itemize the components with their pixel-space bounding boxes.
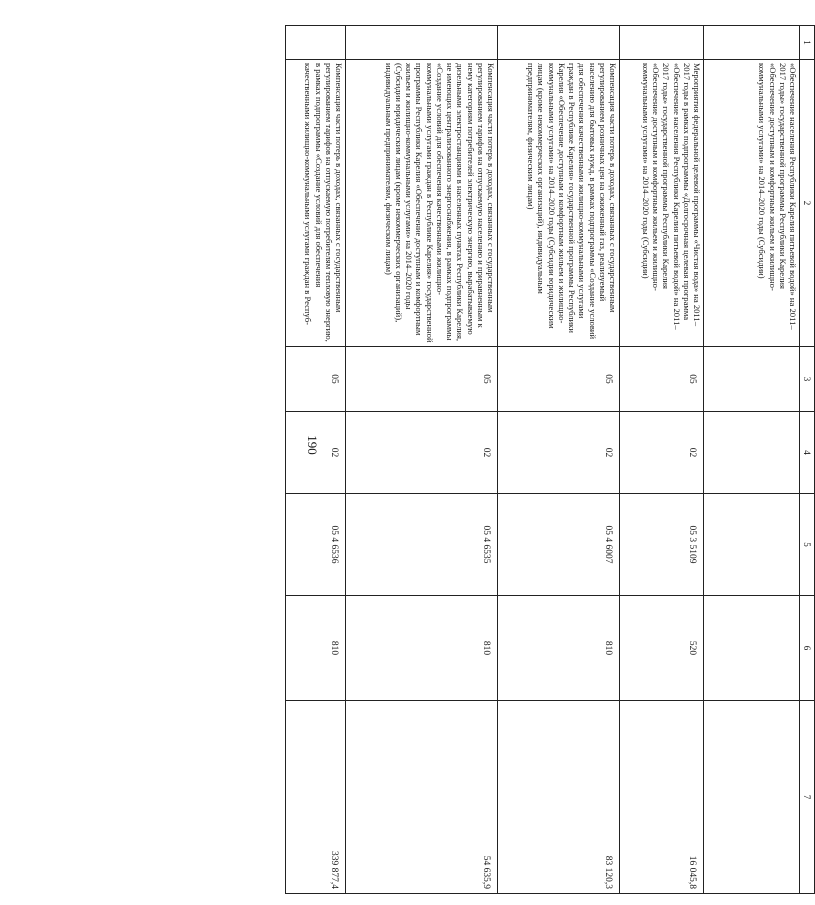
description-cell: «Обеспечение населения Республики Карелия питьевой водой» на 2011–2017 годы» государственной программы Республики Карелия «Обеспечение доступным и комфортным жильем и жилищно-коммунальными услугами» на 2014–2020 годы (Субсидии) — [704, 60, 800, 347]
section-cell: 05 — [346, 347, 498, 412]
description-cell: Компенсация части потерь в доходах, связанных с государственным регулированием розничных цен на сжиженный газ, реализуемый населению для бытовых нужд, в рамках подпрограммы «Создание условий для обеспечения качественными жилищно-коммунальными услугами граждан в Республике Карелия» государственной программы Республики Карелия «Обеспечение доступным и комфортным жильем и жилищно-коммунальными услугами» на 2014–2020 годы (Субсидии юридическим лицам (кроме некоммерческих организаций), индивидуальным предпринимателям, физическим лицам) — [498, 60, 620, 347]
description-cell: Компенсация части потерь в доходах, связанных с государственным регулированием тарифов на отпускаемую населению и приравненным к нему категориям потребителей электрическую энергию, вырабатываемую дизельными электростанциями в населенных пунктах Республики Карелия, не имеющих централизованного энергоснабжения, в рамках подпрограммы «Создание условий для обеспечения качественными жилищно-коммунальными услугами граждан в Республике Карелия» государственной программы Республики Карелия «Обеспечение доступным и комфортным жильем и жилищно-коммунальными услугами» на 2014–2020 годы (Субсидии юридическим лицам (кроме некоммерческих организаций), индивидуальным предпринимателям, физическим лицам) — [346, 60, 498, 347]
row-number-cell — [346, 26, 498, 60]
expense-type-cell — [704, 596, 800, 701]
header-col-7: 7 — [800, 701, 815, 894]
section-cell: 05 — [498, 347, 620, 412]
header-col-1: 1 — [800, 26, 815, 60]
header-col-6: 6 — [800, 596, 815, 701]
table-row — [620, 26, 704, 894]
expense-type-cell: 520 — [620, 596, 704, 701]
table-row — [286, 26, 346, 894]
page-number: 190 — [305, 435, 320, 455]
amount-cell: 54 635,9 — [346, 701, 498, 894]
section-cell — [704, 347, 800, 412]
row-number-cell — [286, 26, 346, 60]
table-row — [346, 26, 498, 894]
description-cell: Мероприятия федеральной целевой программы «Чистая вода» на 2011–2017 годы в рамках подпрограммы «Долгосрочная целевая программа «Обеспечение населения Республики Карелия питьевой водой» на 2011–2017 годы» государственной программы Республики Карелия «Обеспечение доступным и комфортным жильем и жилищно-коммунальными услугами» на 2014–2020 годы (Субсидии) — [620, 60, 704, 347]
subsection-cell: 02 — [286, 412, 346, 494]
target-article-cell: 05 4 6535 — [346, 494, 498, 596]
expense-type-cell: 810 — [286, 596, 346, 701]
row-number-cell — [704, 26, 800, 60]
table-row — [704, 26, 800, 894]
description-cell: Компенсация части потерь в доходах, связанных с государственным регулированием тарифов на отпускаемую потребителям тепловую энергию, в рамках подпрограммы «Создание условий для обеспечения качественными жилищно-коммунальными услугами граждан в Респуб- — [286, 60, 346, 347]
subsection-cell — [704, 412, 800, 494]
header-col-5: 5 — [800, 494, 815, 596]
amount-cell — [704, 701, 800, 894]
header-row — [800, 26, 815, 894]
target-article-cell: 05 3 5109 — [620, 494, 704, 596]
target-article-cell — [704, 494, 800, 596]
header-col-3: 3 — [800, 347, 815, 412]
target-article-cell: 05 4 6536 — [286, 494, 346, 596]
section-cell: 05 — [620, 347, 704, 412]
table-row — [498, 26, 620, 894]
amount-cell: 16 045,8 — [620, 701, 704, 894]
amount-cell: 83 120,3 — [498, 701, 620, 894]
rotated-table-wrapper — [285, 25, 815, 893]
section-cell: 05 — [286, 347, 346, 412]
target-article-cell: 05 4 6007 — [498, 494, 620, 596]
subsection-cell: 02 — [346, 412, 498, 494]
expense-type-cell: 810 — [498, 596, 620, 701]
expense-type-cell: 810 — [346, 596, 498, 701]
row-number-cell — [498, 26, 620, 60]
header-col-2: 2 — [800, 60, 815, 347]
header-col-4: 4 — [800, 412, 815, 494]
row-number-cell — [620, 26, 704, 60]
subsection-cell: 02 — [498, 412, 620, 494]
subsection-cell: 02 — [620, 412, 704, 494]
amount-cell: 339 877,4 — [286, 701, 346, 894]
budget-table — [285, 25, 815, 894]
